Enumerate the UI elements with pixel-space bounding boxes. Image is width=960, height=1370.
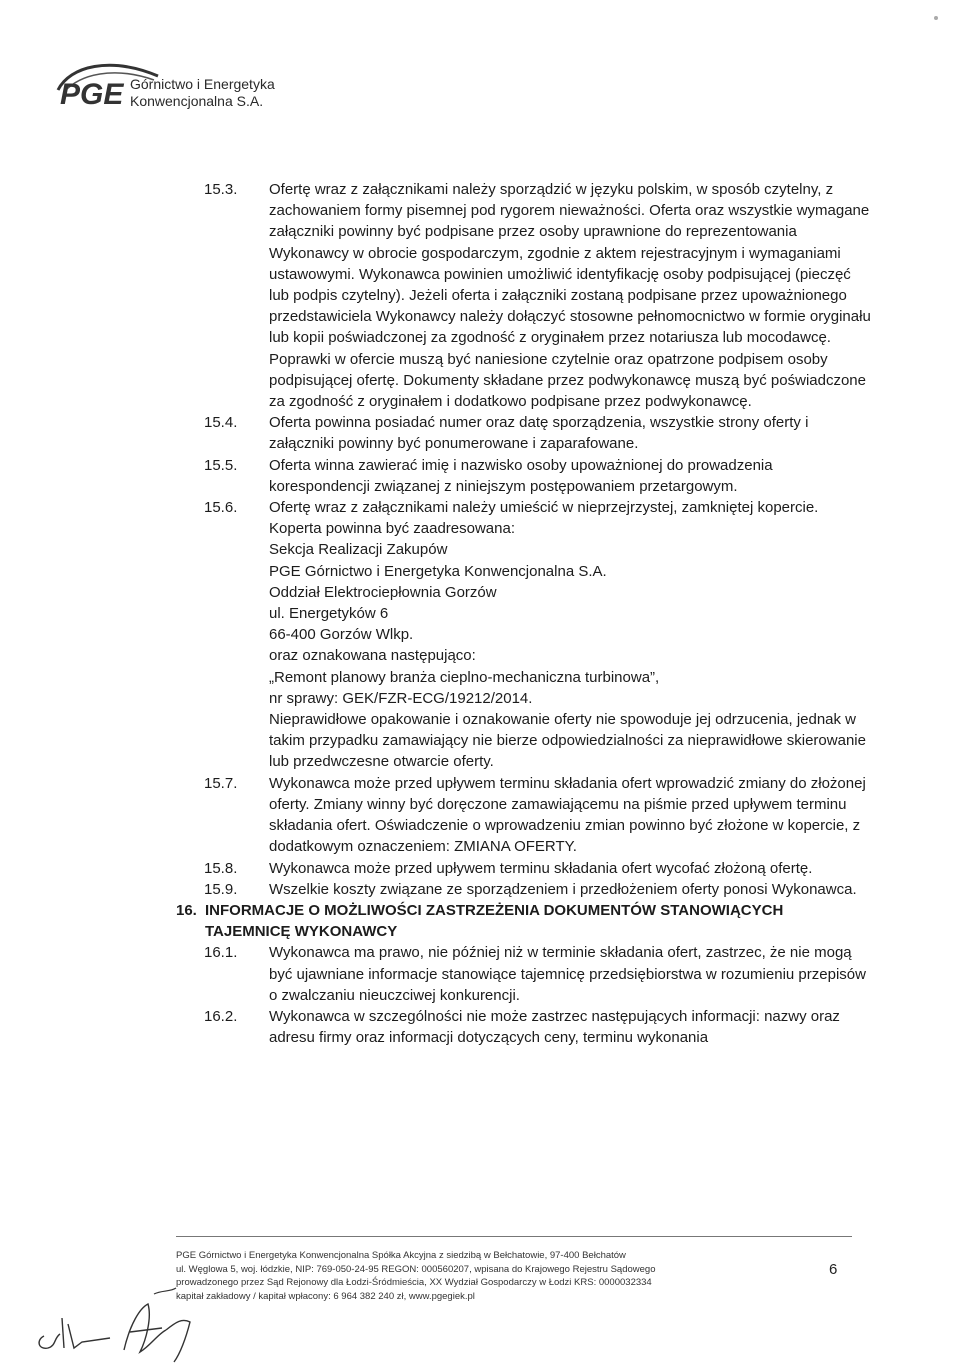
section-text: Wykonawca może przed upływem terminu składania ofert wycofać złożoną ofertę. — [269, 859, 813, 877]
section-number: 15.5. — [204, 456, 238, 474]
section-16-2 — [0, 1006, 960, 1048]
document-body — [0, 179, 960, 1048]
address-line: ul. Energetyków 6 — [269, 605, 389, 623]
section-15-8 — [0, 858, 960, 879]
company-name — [130, 76, 275, 110]
handwritten-signature — [30, 1284, 220, 1364]
section-text: Wszelkie koszty związane ze sporządzeniem i przedłożeniem oferty ponosi Wykonawca. — [269, 880, 857, 898]
section-outro: Nieprawidłowe opakowanie i oznakowanie oferty nie spowoduje jej odrzucenia, jednak w takim przypadku zamawiający nie bierze odpowiedzialności za nieprawidłowe skierowanie lub przedwczesne otwarcie oferty. — [269, 711, 866, 771]
logo-text: PGE — [60, 78, 124, 111]
section-text: Wykonawca może przed upływem terminu składania ofert wprowadzić zmiany do złożonej oferty. Zmiany winny być doręczone zamawiającemu na piśmie przed upływem terminu składania ofert. Oświadczenie o wprowadzeniu zmian powinno być złożone w kopercie, z dodatkowym oznaczeniem: ZMIANA OFERTY. — [269, 774, 866, 856]
page-number: 6 — [829, 1261, 838, 1278]
section-16-1 — [0, 942, 960, 1006]
section-number: 15.6. — [204, 499, 238, 517]
footer — [176, 1249, 776, 1303]
scan-speck — [934, 16, 938, 20]
section-text: Oferta powinna posiadać numer oraz datę sporządzenia, wszystkie strony oferty i załączniki powinny być ponumerowane i zaparafowane. — [269, 414, 809, 453]
envelope-address — [269, 539, 871, 709]
section-number: 15.7. — [204, 774, 238, 792]
section-15-5 — [0, 455, 960, 497]
section-text: Wykonawca w szczególności nie może zastrzec następujących informacji: nazwy oraz adresu firmy oraz informacji dotyczących ceny, terminu wykonania — [269, 1007, 840, 1047]
footer-line: ul. Węglowa 5, woj. łódzkie, NIP: 769-050-24-95 REGON: 000560207, wpisana do Krajowego Rejestru Sądowego — [176, 1263, 656, 1275]
section-15-7 — [0, 773, 960, 858]
section-15-9 — [0, 879, 960, 900]
footer-divider — [176, 1236, 852, 1237]
section-number: 15.8. — [204, 859, 238, 877]
section-number: 16.2. — [204, 1007, 238, 1025]
footer-line: prowadzonego przez Sąd Rejonowy dla Łodzi-Śródmieścia, XX Wydział Gospodarczy w Łodzi KRS: 0000032334 — [176, 1277, 652, 1288]
address-line: Oddział Elektrociepłownia Gorzów — [269, 583, 497, 601]
section-text: Ofertę wraz z załącznikami należy sporządzić w języku polskim, w sposób czytelny, z zachowaniem formy pisemnej pod rygorem nieważności. Oferta oraz wszystkie wymagane załączniki powinny być podpisane przez osoby uprawnione do reprezentowania Wykonawcy w obrocie gospodarczym, zgodnie z aktem rejestracyjnym i wymaganiami ustawowymi. Wykonawca powinien umożliwić identyfikację osoby podpisującej (pieczęć lub podpis czytelny). Jeżeli oferta i załączniki zostaną podpisane przez upoważnionego przedstawiciela Wykonawcy należy dołączyć stosowne pełnomocnictwo w formie oryginału lub kopii poświadczonej za zgodność z oryginałem przez notariusza lub mocodawcę. Poprawki w ofercie muszą być naniesione czytelnie oraz opatrzone podpisem osoby podpisującej ofertę. Dokumenty składane przez podwykonawcę muszą być poświadczone za zgodność z oryginałem i dodatkowo podpisane przez podwykonawcę. — [269, 181, 871, 411]
section-text: Oferta winna zawierać imię i nazwisko osoby upoważnionej do prowadzenia korespondencji związanej z niniejszym postępowaniem przetargowym. — [269, 456, 773, 495]
heading-number: 16. — [176, 901, 197, 919]
address-line: „Remont planowy branża cieplno-mechaniczna turbinowa”, — [269, 668, 660, 686]
company-line-2: Konwencjonalna S.A. — [130, 93, 264, 109]
section-15-3 — [0, 179, 960, 412]
section-heading-16 — [0, 900, 960, 942]
footer-line: PGE Górnictwo i Energetyka Konwencjonalna Spółka Akcyjna z siedzibą w Bełchatowie, 97-400 Bełchatów — [176, 1250, 626, 1261]
address-line: 66-400 Gorzów Wlkp. — [269, 626, 414, 644]
address-line: PGE Górnictwo i Energetyka Konwencjonalna S.A. — [269, 562, 607, 580]
section-text: Wykonawca ma prawo, nie później niż w terminie składania ofert, zastrzec, że nie mogą być ujawniane informacje stanowiące tajemnicę przedsiębiorstwa w rozumieniu przepisów o zwalczaniu nieuczciwej konkurencji. — [269, 944, 866, 1004]
company-line-1: Górnictwo i Energetyka — [130, 76, 275, 92]
address-line: oraz oznakowana następująco: — [269, 647, 476, 665]
address-line: Sekcja Realizacji Zakupów — [269, 541, 448, 559]
footer-line: kapitał zakładowy / kapitał wpłacony: 6 964 382 240 zł, www.pgegiek.pl — [176, 1290, 475, 1302]
section-intro: Ofertę wraz z załącznikami należy umieścić w nieprzejrzystej, zamkniętej kopercie. Koperta powinna być zaadresowana: — [269, 499, 819, 538]
section-number: 15.3. — [204, 181, 238, 198]
section-number: 15.9. — [204, 880, 238, 898]
heading-text: INFORMACJE O MOŻLIWOŚCI ZASTRZEŻENIA DOKUMENTÓW STANOWIĄCYCH TAJEMNICĘ WYKONAWCY — [205, 901, 784, 941]
section-15-6 — [0, 497, 960, 773]
section-15-4 — [0, 412, 960, 454]
section-number: 15.4. — [204, 414, 238, 432]
section-number: 16.1. — [204, 944, 238, 962]
address-line: nr sprawy: GEK/FZR-ECG/19212/2014. — [269, 689, 533, 707]
